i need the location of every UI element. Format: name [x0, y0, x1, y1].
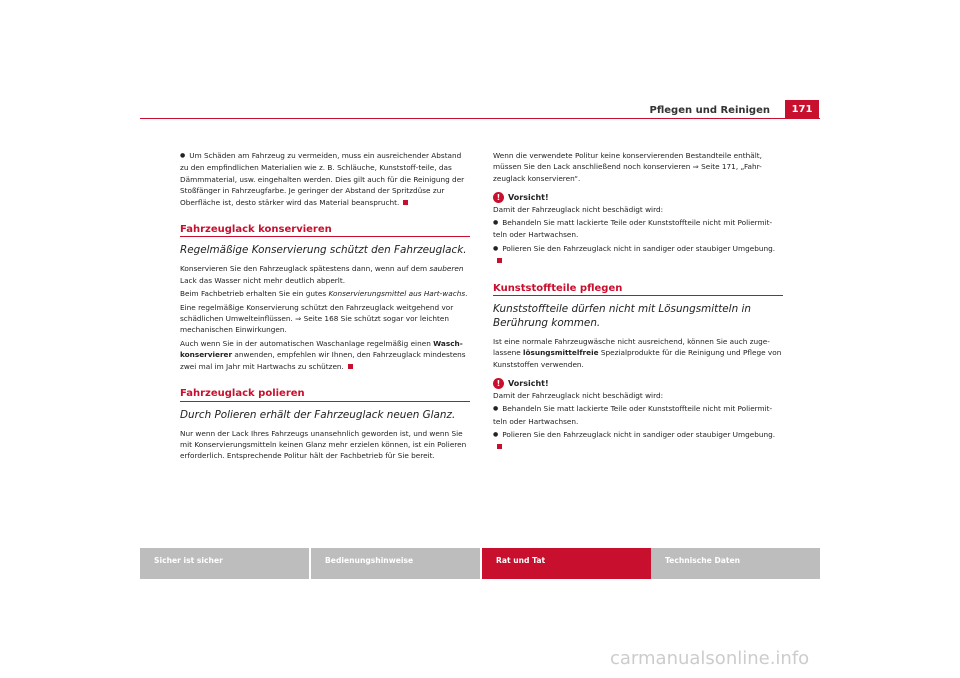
section-subtitle: Regelmäßige Konservierung schützt den Fahrzeuglack.	[180, 244, 467, 257]
paragraph: Konservieren Sie den Fahrzeuglack spätestens dann, wenn auf dem sauberen Lack das Wasser nicht mehr deutlich abperlt.	[180, 264, 464, 285]
right-column	[493, 150, 783, 455]
end-mark-icon	[403, 200, 408, 205]
paragraph: Auch wenn Sie in der automatischen Waschanlage regelmäßig einen Wasch-konservierer anwenden, empfehlen wir Ihnen, den Fahrzeuglack mindestens zwei mal im Jahr mit Hartwachs zu schützen.	[180, 338, 466, 371]
page-header-title: Pflegen und Reinigen	[649, 105, 770, 116]
end-mark-icon	[497, 444, 502, 449]
footer-tab-technische-daten[interactable]: Technische Daten	[651, 548, 820, 579]
page-number-badge: 171	[785, 100, 819, 119]
caution-bullet: ● Polieren Sie den Fahrzeuglack nicht in sandiger oder staubiger Umgebung.	[493, 243, 783, 267]
section-heading: Kunststoffteile pflegen	[493, 283, 783, 296]
paragraph: Wenn die verwendete Politur keine konservierenden Bestandteile enthält, müssen Sie den Lack anschließend noch konservieren ⇒ Seite 171, „Fahr-zeuglack konservieren“.	[493, 151, 762, 183]
caution-title: Vorsicht!	[508, 193, 549, 203]
caution-title: Vorsicht!	[508, 379, 549, 389]
section-heading: Fahrzeuglack konservieren	[180, 224, 470, 237]
end-mark-icon	[348, 364, 353, 369]
caution-icon: !	[493, 378, 504, 389]
section-heading: Fahrzeuglack polieren	[180, 388, 470, 401]
section-subtitle: Durch Polieren erhält der Fahrzeuglack neuen Glanz.	[180, 408, 456, 421]
caution-box	[493, 192, 783, 266]
caution-bullet: ● Polieren Sie den Fahrzeuglack nicht in sandiger oder staubiger Umgebung.	[493, 429, 783, 453]
footer-tab-bedienung[interactable]: Bedienungshinweise	[311, 548, 480, 579]
paragraph: Beim Fachbetrieb erhalten Sie ein gutes Konservierungsmittel aus Hart-wachs.	[180, 289, 468, 299]
left-column	[180, 150, 470, 464]
paragraph: Nur wenn der Lack Ihres Fahrzeugs unansehnlich geworden ist, und wenn Sie mit Konservierungsmitteln keinen Glanz mehr erzielen können, ist ein Polieren erforderlich. Entsprechende Politur hält der Fachbetrieb für Sie bereit.	[180, 428, 467, 461]
caution-bullet: ● Behandeln Sie matt lackierte Teile oder Kunststoffteile nicht mit Poliermit-teln oder Hartwachsen.	[493, 217, 783, 241]
section-subtitle: Kunststoffteile dürfen nicht mit Lösungsmitteln in Berührung kommen.	[493, 303, 751, 330]
caution-bullet: ● Behandeln Sie matt lackierte Teile oder Kunststoffteile nicht mit Poliermit-teln oder Hartwachsen.	[493, 403, 783, 427]
footer-tab-rat-und-tat[interactable]: Rat und Tat	[482, 548, 651, 579]
end-mark-icon	[497, 258, 502, 263]
caution-box	[493, 378, 783, 452]
watermark-text: carmanualsonline.info	[610, 648, 810, 669]
caution-icon: !	[493, 192, 504, 203]
paragraph: Eine regelmäßige Konservierung schützt den Fahrzeuglack weitgehend vor schädlichen Umwelteinflüssen. ⇒ Seite 168 Sie schützt sogar vor leichten mechanischen Einwirkungen.	[180, 302, 454, 335]
intro-bullet: ● Um Schäden am Fahrzeug zu vermeiden, muss ein ausreichender Abstand zu den empfindlichen Materialien wie z. B. Schläuche, Kunststoff-teile, das Dämmmaterial, usw. eingehalten werden. Dies gilt auch für die Reinigung der Stoßfänger in Fahrzeugfarbe. Je geringer der Abstand der Spritzdüse zur Oberfläche ist, desto stärker wird das Material beansprucht.	[180, 150, 470, 208]
header-divider	[140, 118, 820, 119]
caution-lead: Damit der Fahrzeuglack nicht beschädigt wird:	[493, 204, 664, 214]
caution-lead: Damit der Fahrzeuglack nicht beschädigt wird:	[493, 390, 664, 400]
footer-tab-sicher[interactable]: Sicher ist sicher	[140, 548, 309, 579]
paragraph: Ist eine normale Fahrzeugwäsche nicht ausreichend, können Sie auch zuge-lassene lösungsmittelfreie Spezialprodukte für die Reinigung und Pflege von Kunststoffen verwenden.	[493, 337, 782, 369]
